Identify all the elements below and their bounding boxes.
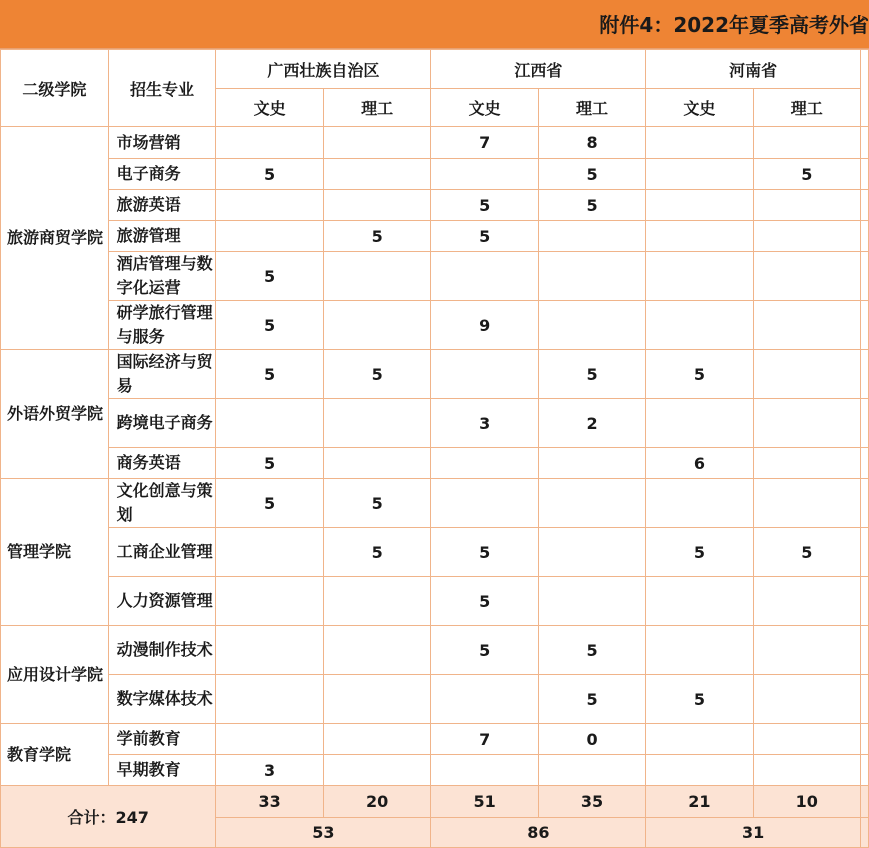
quota-cell: 5: [431, 190, 538, 221]
quota-cell: 5: [323, 528, 431, 577]
college-cell: 应用设计学院: [1, 626, 109, 724]
quota-cell: 5: [753, 159, 860, 190]
college-cell: 管理学院: [1, 479, 109, 626]
quota-cell: [753, 350, 860, 399]
major-cell: 国际经济与贸易: [108, 350, 216, 399]
subject-header: 文史: [646, 89, 753, 127]
quota-cell: [646, 301, 753, 350]
quota-cell: [646, 221, 753, 252]
table-row: [1, 448, 869, 479]
overflow-column: [861, 50, 869, 127]
quota-cell: [538, 755, 645, 786]
header-row-1: [1, 50, 869, 89]
quota-cell: 5: [646, 675, 753, 724]
quota-cell: [431, 350, 538, 399]
quota-cell: [431, 675, 538, 724]
province-total-cell: 53: [216, 818, 431, 848]
table-row: [1, 159, 869, 190]
table-row: [1, 626, 869, 675]
quota-cell: [753, 301, 860, 350]
quota-cell: [646, 252, 753, 301]
quota-cell: [753, 479, 860, 528]
overflow-cell: [861, 818, 869, 848]
quota-cell: [753, 221, 860, 252]
quota-cell: [646, 577, 753, 626]
overflow-cell: [861, 399, 869, 448]
overflow-cell: [861, 528, 869, 577]
quota-cell: [216, 221, 324, 252]
total-label: 合计：247: [1, 786, 216, 848]
quota-cell: 8: [538, 127, 645, 159]
college-header: 二级学院: [1, 50, 109, 127]
table-row: [1, 528, 869, 577]
overflow-cell: [861, 755, 869, 786]
quota-cell: 5: [431, 221, 538, 252]
quota-cell: 5: [431, 626, 538, 675]
quota-cell: 5: [538, 159, 645, 190]
major-cell: 动漫制作技术: [108, 626, 216, 675]
quota-cell: [431, 448, 538, 479]
subtotal-cell: 20: [323, 786, 431, 818]
quota-cell: [431, 252, 538, 301]
quota-cell: [216, 399, 324, 448]
college-cell: 旅游商贸学院: [1, 127, 109, 350]
subject-header: 理工: [753, 89, 860, 127]
quota-cell: 5: [646, 528, 753, 577]
quota-cell: [753, 448, 860, 479]
quota-cell: 5: [538, 626, 645, 675]
quota-cell: [753, 626, 860, 675]
table-row: [1, 755, 869, 786]
major-cell: 旅游管理: [108, 221, 216, 252]
quota-cell: [753, 399, 860, 448]
major-cell: 文化创意与策划: [108, 479, 216, 528]
quota-cell: [646, 159, 753, 190]
quota-cell: [646, 479, 753, 528]
quota-cell: [646, 626, 753, 675]
quota-cell: 6: [646, 448, 753, 479]
quota-cell: 3: [431, 399, 538, 448]
table-row: [1, 399, 869, 448]
table-row: [1, 350, 869, 399]
quota-cell: [753, 190, 860, 221]
major-cell: 数字媒体技术: [108, 675, 216, 724]
quota-cell: [216, 577, 324, 626]
table-row: [1, 127, 869, 159]
overflow-cell: [861, 301, 869, 350]
table-row: [1, 577, 869, 626]
subtotal-cell: 51: [431, 786, 538, 818]
quota-cell: [323, 127, 431, 159]
quota-cell: [216, 675, 324, 724]
major-cell: 酒店管理与数字化运营: [108, 252, 216, 301]
overflow-cell: [861, 626, 869, 675]
quota-cell: [323, 755, 431, 786]
quota-cell: [538, 252, 645, 301]
subtotal-cell: 10: [753, 786, 860, 818]
quota-cell: 5: [323, 221, 431, 252]
province-header-jiangxi: 江西省: [431, 50, 646, 89]
quota-cell: [646, 755, 753, 786]
quota-cell: [753, 127, 860, 159]
quota-cell: [323, 626, 431, 675]
quota-cell: 5: [646, 350, 753, 399]
major-cell: 工商企业管理: [108, 528, 216, 577]
table-row: [1, 221, 869, 252]
major-cell: 早期教育: [108, 755, 216, 786]
major-cell: 商务英语: [108, 448, 216, 479]
table-row: [1, 675, 869, 724]
overflow-cell: [861, 724, 869, 755]
college-cell: 教育学院: [1, 724, 109, 786]
subject-header: 理工: [323, 89, 431, 127]
quota-cell: 5: [538, 350, 645, 399]
quota-cell: [323, 448, 431, 479]
quota-cell: [538, 479, 645, 528]
quota-cell: [323, 577, 431, 626]
table-row: [1, 301, 869, 350]
subject-header: 文史: [216, 89, 324, 127]
quota-cell: [216, 127, 324, 159]
quota-cell: [431, 159, 538, 190]
page-title: 附件4：2022年夏季高考外省: [599, 13, 869, 37]
province-header-guangxi: 广西壮族自治区: [216, 50, 431, 89]
province-total-cell: 31: [646, 818, 861, 848]
major-header: 招生专业: [108, 50, 216, 127]
quota-cell: 5: [431, 577, 538, 626]
quota-cell: 9: [431, 301, 538, 350]
major-cell: 人力资源管理: [108, 577, 216, 626]
quota-cell: 0: [538, 724, 645, 755]
quota-cell: 5: [323, 350, 431, 399]
overflow-cell: [861, 786, 869, 818]
quota-cell: 5: [216, 159, 324, 190]
quota-cell: [216, 190, 324, 221]
overflow-cell: [861, 479, 869, 528]
quota-cell: [431, 479, 538, 528]
quota-cell: 7: [431, 127, 538, 159]
quota-cell: [431, 755, 538, 786]
quota-cell: [753, 755, 860, 786]
overflow-cell: [861, 190, 869, 221]
quota-cell: [646, 127, 753, 159]
quota-cell: 5: [216, 252, 324, 301]
enrollment-table: [0, 49, 869, 848]
subject-header: 理工: [538, 89, 645, 127]
major-cell: 学前教育: [108, 724, 216, 755]
quota-cell: [538, 301, 645, 350]
major-cell: 研学旅行管理与服务: [108, 301, 216, 350]
title-bar: [0, 0, 869, 49]
quota-cell: [323, 190, 431, 221]
quota-cell: [323, 159, 431, 190]
quota-cell: [323, 252, 431, 301]
major-cell: 跨境电子商务: [108, 399, 216, 448]
table-row: [1, 252, 869, 301]
quota-cell: [216, 724, 324, 755]
quota-cell: [216, 626, 324, 675]
province-header-henan: 河南省: [646, 50, 861, 89]
quota-cell: [323, 675, 431, 724]
quota-cell: 3: [216, 755, 324, 786]
major-cell: 电子商务: [108, 159, 216, 190]
quota-cell: 5: [216, 301, 324, 350]
quota-cell: 5: [431, 528, 538, 577]
overflow-cell: [861, 448, 869, 479]
quota-cell: [753, 577, 860, 626]
total-row: [1, 786, 869, 818]
quota-cell: 5: [323, 479, 431, 528]
quota-cell: [538, 528, 645, 577]
quota-cell: [646, 399, 753, 448]
overflow-cell: [861, 221, 869, 252]
quota-cell: [538, 448, 645, 479]
quota-cell: 5: [216, 479, 324, 528]
quota-cell: [216, 528, 324, 577]
quota-cell: 5: [216, 350, 324, 399]
quota-cell: [538, 221, 645, 252]
quota-cell: 7: [431, 724, 538, 755]
quota-cell: 5: [753, 528, 860, 577]
subtotal-cell: 33: [216, 786, 324, 818]
overflow-cell: [861, 159, 869, 190]
overflow-cell: [861, 127, 869, 159]
overflow-cell: [861, 350, 869, 399]
quota-cell: 5: [216, 448, 324, 479]
college-cell: 外语外贸学院: [1, 350, 109, 479]
subtotal-cell: 21: [646, 786, 753, 818]
subtotal-cell: 35: [538, 786, 645, 818]
major-cell: 市场营销: [108, 127, 216, 159]
table-row: [1, 479, 869, 528]
quota-cell: [323, 399, 431, 448]
table-row: [1, 724, 869, 755]
quota-cell: [646, 190, 753, 221]
province-total-cell: 86: [431, 818, 646, 848]
quota-cell: [753, 724, 860, 755]
quota-cell: 5: [538, 675, 645, 724]
quota-cell: 2: [538, 399, 645, 448]
overflow-cell: [861, 252, 869, 301]
subject-header: 文史: [431, 89, 538, 127]
overflow-cell: [861, 577, 869, 626]
quota-cell: [323, 724, 431, 755]
quota-cell: [323, 301, 431, 350]
quota-cell: [753, 252, 860, 301]
table-row: [1, 190, 869, 221]
quota-cell: 5: [538, 190, 645, 221]
quota-cell: [753, 675, 860, 724]
overflow-cell: [861, 675, 869, 724]
major-cell: 旅游英语: [108, 190, 216, 221]
quota-cell: [538, 577, 645, 626]
quota-cell: [646, 724, 753, 755]
